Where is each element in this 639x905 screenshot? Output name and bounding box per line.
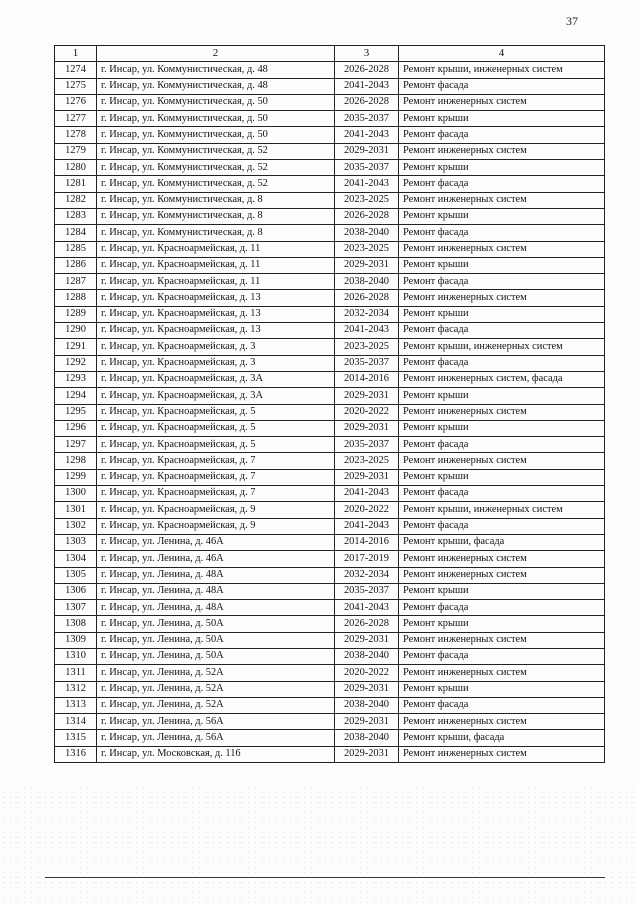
work-type-cell: Ремонт инженерных систем xyxy=(399,404,605,420)
address-cell: г. Инсар, ул. Красноармейская, д. 13 xyxy=(97,323,335,339)
work-type-cell: Ремонт крыши xyxy=(399,208,605,224)
table-header-row xyxy=(55,46,605,62)
row-number-cell: 1278 xyxy=(55,127,97,143)
table-row xyxy=(55,486,605,502)
address-cell: г. Инсар, ул. Ленина, д. 56А xyxy=(97,730,335,746)
work-type-cell: Ремонт инженерных систем xyxy=(399,192,605,208)
row-number-cell: 1309 xyxy=(55,632,97,648)
period-cell: 2026-2028 xyxy=(335,94,399,110)
work-type-cell: Ремонт инженерных систем xyxy=(399,746,605,762)
work-type-cell: Ремонт фасада xyxy=(399,355,605,371)
row-number-cell: 1311 xyxy=(55,665,97,681)
address-cell: г. Инсар, ул. Красноармейская, д. 5 xyxy=(97,420,335,436)
period-cell: 2035-2037 xyxy=(335,111,399,127)
table-row xyxy=(55,62,605,78)
work-type-cell: Ремонт инженерных систем xyxy=(399,290,605,306)
table-row xyxy=(55,502,605,518)
row-number-cell: 1294 xyxy=(55,388,97,404)
period-cell: 2041-2043 xyxy=(335,486,399,502)
address-cell: г. Инсар, ул. Коммунистическая, д. 52 xyxy=(97,160,335,176)
row-number-cell: 1301 xyxy=(55,502,97,518)
row-number-cell: 1303 xyxy=(55,534,97,550)
table-row xyxy=(55,420,605,436)
table-row xyxy=(55,176,605,192)
work-type-cell: Ремонт фасада xyxy=(399,437,605,453)
row-number-cell: 1281 xyxy=(55,176,97,192)
row-number-cell: 1315 xyxy=(55,730,97,746)
address-cell: г. Инсар, ул. Коммунистическая, д. 50 xyxy=(97,94,335,110)
table-row xyxy=(55,241,605,257)
period-cell: 2032-2034 xyxy=(335,306,399,322)
address-cell: г. Инсар, ул. Ленина, д. 50А xyxy=(97,632,335,648)
work-type-cell: Ремонт инженерных систем xyxy=(399,714,605,730)
address-cell: г. Инсар, ул. Красноармейская, д. 7 xyxy=(97,453,335,469)
table-row xyxy=(55,453,605,469)
work-type-cell: Ремонт фасада xyxy=(399,323,605,339)
table-row xyxy=(55,306,605,322)
repair-schedule-table xyxy=(54,45,605,763)
table-row xyxy=(55,225,605,241)
table-row xyxy=(55,404,605,420)
work-type-cell: Ремонт крыши xyxy=(399,388,605,404)
work-type-cell: Ремонт инженерных систем xyxy=(399,665,605,681)
table-row xyxy=(55,143,605,159)
table-row xyxy=(55,127,605,143)
work-type-cell: Ремонт крыши xyxy=(399,257,605,273)
address-cell: г. Инсар, ул. Красноармейская, д. 11 xyxy=(97,257,335,273)
address-cell: г. Инсар, ул. Ленина, д. 46А xyxy=(97,534,335,550)
row-number-cell: 1302 xyxy=(55,518,97,534)
address-cell: г. Инсар, ул. Ленина, д. 48А xyxy=(97,600,335,616)
table-row xyxy=(55,518,605,534)
address-cell: г. Инсар, ул. Коммунистическая, д. 8 xyxy=(97,192,335,208)
address-cell: г. Инсар, ул. Ленина, д. 46А xyxy=(97,551,335,567)
work-type-cell: Ремонт крыши, инженерных систем xyxy=(399,339,605,355)
period-cell: 2023-2025 xyxy=(335,339,399,355)
period-cell: 2023-2025 xyxy=(335,241,399,257)
row-number-cell: 1284 xyxy=(55,225,97,241)
table-row xyxy=(55,616,605,632)
work-type-cell: Ремонт фасада xyxy=(399,648,605,664)
table-row xyxy=(55,355,605,371)
table-row xyxy=(55,388,605,404)
row-number-cell: 1296 xyxy=(55,420,97,436)
column-header: 1 xyxy=(55,46,97,62)
row-number-cell: 1313 xyxy=(55,697,97,713)
work-type-cell: Ремонт крыши, инженерных систем xyxy=(399,502,605,518)
column-header: 4 xyxy=(399,46,605,62)
work-type-cell: Ремонт крыши xyxy=(399,111,605,127)
period-cell: 2041-2043 xyxy=(335,600,399,616)
row-number-cell: 1292 xyxy=(55,355,97,371)
row-number-cell: 1299 xyxy=(55,469,97,485)
table-row xyxy=(55,111,605,127)
address-cell: г. Инсар, ул. Коммунистическая, д. 8 xyxy=(97,208,335,224)
table-row xyxy=(55,94,605,110)
address-cell: г. Инсар, ул. Ленина, д. 50А xyxy=(97,616,335,632)
bottom-rule xyxy=(45,877,605,878)
table-row xyxy=(55,746,605,762)
row-number-cell: 1310 xyxy=(55,648,97,664)
period-cell: 2023-2025 xyxy=(335,453,399,469)
table-row xyxy=(55,469,605,485)
period-cell: 2035-2037 xyxy=(335,583,399,599)
address-cell: г. Инсар, ул. Ленина, д. 56А xyxy=(97,714,335,730)
period-cell: 2029-2031 xyxy=(335,714,399,730)
period-cell: 2038-2040 xyxy=(335,697,399,713)
table-row xyxy=(55,257,605,273)
period-cell: 2026-2028 xyxy=(335,616,399,632)
period-cell: 2041-2043 xyxy=(335,323,399,339)
period-cell: 2029-2031 xyxy=(335,257,399,273)
address-cell: г. Инсар, ул. Красноармейская, д. 3 xyxy=(97,355,335,371)
row-number-cell: 1293 xyxy=(55,371,97,387)
table-row xyxy=(55,697,605,713)
address-cell: г. Инсар, ул. Красноармейская, д. 7 xyxy=(97,469,335,485)
address-cell: г. Инсар, ул. Красноармейская, д. 13 xyxy=(97,306,335,322)
row-number-cell: 1279 xyxy=(55,143,97,159)
work-type-cell: Ремонт крыши xyxy=(399,583,605,599)
column-header: 3 xyxy=(335,46,399,62)
table-row xyxy=(55,551,605,567)
address-cell: г. Инсар, ул. Красноармейская, д. 3А xyxy=(97,371,335,387)
work-type-cell: Ремонт инженерных систем xyxy=(399,567,605,583)
row-number-cell: 1300 xyxy=(55,486,97,502)
period-cell: 2038-2040 xyxy=(335,730,399,746)
period-cell: 2029-2031 xyxy=(335,681,399,697)
address-cell: г. Инсар, ул. Ленина, д. 48А xyxy=(97,583,335,599)
period-cell: 2029-2031 xyxy=(335,632,399,648)
table-row xyxy=(55,371,605,387)
row-number-cell: 1291 xyxy=(55,339,97,355)
address-cell: г. Инсар, ул. Коммунистическая, д. 52 xyxy=(97,176,335,192)
period-cell: 2041-2043 xyxy=(335,518,399,534)
address-cell: г. Инсар, ул. Коммунистическая, д. 50 xyxy=(97,111,335,127)
page-number: 37 xyxy=(566,14,578,28)
table-row xyxy=(55,600,605,616)
period-cell: 2029-2031 xyxy=(335,143,399,159)
period-cell: 2017-2019 xyxy=(335,551,399,567)
period-cell: 2035-2037 xyxy=(335,160,399,176)
row-number-cell: 1297 xyxy=(55,437,97,453)
address-cell: г. Инсар, ул. Ленина, д. 52А xyxy=(97,681,335,697)
period-cell: 2035-2037 xyxy=(335,437,399,453)
table-row xyxy=(55,323,605,339)
row-number-cell: 1314 xyxy=(55,714,97,730)
work-type-cell: Ремонт крыши xyxy=(399,420,605,436)
table-row xyxy=(55,730,605,746)
address-cell: г. Инсар, ул. Красноармейская, д. 9 xyxy=(97,518,335,534)
row-number-cell: 1274 xyxy=(55,62,97,78)
row-number-cell: 1308 xyxy=(55,616,97,632)
row-number-cell: 1305 xyxy=(55,567,97,583)
row-number-cell: 1312 xyxy=(55,681,97,697)
row-number-cell: 1288 xyxy=(55,290,97,306)
work-type-cell: Ремонт инженерных систем xyxy=(399,551,605,567)
row-number-cell: 1286 xyxy=(55,257,97,273)
table-row xyxy=(55,274,605,290)
row-number-cell: 1290 xyxy=(55,323,97,339)
address-cell: г. Инсар, ул. Красноармейская, д. 5 xyxy=(97,437,335,453)
address-cell: г. Инсар, ул. Красноармейская, д. 5 xyxy=(97,404,335,420)
table-row xyxy=(55,339,605,355)
table-row xyxy=(55,665,605,681)
address-cell: г. Инсар, ул. Ленина, д. 48А xyxy=(97,567,335,583)
row-number-cell: 1287 xyxy=(55,274,97,290)
address-cell: г. Инсар, ул. Ленина, д. 50А xyxy=(97,648,335,664)
table-row xyxy=(55,534,605,550)
row-number-cell: 1316 xyxy=(55,746,97,762)
row-number-cell: 1280 xyxy=(55,160,97,176)
work-type-cell: Ремонт фасада xyxy=(399,600,605,616)
period-cell: 2023-2025 xyxy=(335,192,399,208)
row-number-cell: 1307 xyxy=(55,600,97,616)
work-type-cell: Ремонт инженерных систем xyxy=(399,453,605,469)
period-cell: 2014-2016 xyxy=(335,534,399,550)
work-type-cell: Ремонт фасада xyxy=(399,78,605,94)
work-type-cell: Ремонт инженерных систем xyxy=(399,143,605,159)
period-cell: 2041-2043 xyxy=(335,176,399,192)
address-cell: г. Инсар, ул. Красноармейская, д. 9 xyxy=(97,502,335,518)
table-row xyxy=(55,160,605,176)
work-type-cell: Ремонт фасада xyxy=(399,176,605,192)
table-row xyxy=(55,290,605,306)
period-cell: 2020-2022 xyxy=(335,665,399,681)
work-type-cell: Ремонт крыши, фасада xyxy=(399,534,605,550)
work-type-cell: Ремонт крыши xyxy=(399,160,605,176)
work-type-cell: Ремонт крыши, инженерных систем xyxy=(399,62,605,78)
work-type-cell: Ремонт фасада xyxy=(399,697,605,713)
work-type-cell: Ремонт фасада xyxy=(399,127,605,143)
row-number-cell: 1285 xyxy=(55,241,97,257)
work-type-cell: Ремонт фасада xyxy=(399,274,605,290)
period-cell: 2020-2022 xyxy=(335,502,399,518)
period-cell: 2038-2040 xyxy=(335,225,399,241)
period-cell: 2020-2022 xyxy=(335,404,399,420)
period-cell: 2035-2037 xyxy=(335,355,399,371)
table-row xyxy=(55,632,605,648)
period-cell: 2041-2043 xyxy=(335,78,399,94)
address-cell: г. Инсар, ул. Ленина, д. 52А xyxy=(97,665,335,681)
row-number-cell: 1298 xyxy=(55,453,97,469)
address-cell: г. Инсар, ул. Коммунистическая, д. 50 xyxy=(97,127,335,143)
work-type-cell: Ремонт фасада xyxy=(399,518,605,534)
address-cell: г. Инсар, ул. Красноармейская, д. 11 xyxy=(97,241,335,257)
period-cell: 2029-2031 xyxy=(335,420,399,436)
work-type-cell: Ремонт инженерных систем xyxy=(399,241,605,257)
work-type-cell: Ремонт инженерных систем xyxy=(399,94,605,110)
row-number-cell: 1295 xyxy=(55,404,97,420)
period-cell: 2014-2016 xyxy=(335,371,399,387)
work-type-cell: Ремонт крыши, фасада xyxy=(399,730,605,746)
work-type-cell: Ремонт крыши xyxy=(399,306,605,322)
address-cell: г. Инсар, ул. Коммунистическая, д. 48 xyxy=(97,62,335,78)
address-cell: г. Инсар, ул. Коммунистическая, д. 52 xyxy=(97,143,335,159)
table-row xyxy=(55,648,605,664)
period-cell: 2026-2028 xyxy=(335,208,399,224)
scan-noise xyxy=(0,785,639,905)
work-type-cell: Ремонт крыши xyxy=(399,616,605,632)
period-cell: 2026-2028 xyxy=(335,62,399,78)
row-number-cell: 1304 xyxy=(55,551,97,567)
address-cell: г. Инсар, ул. Красноармейская, д. 7 xyxy=(97,486,335,502)
row-number-cell: 1275 xyxy=(55,78,97,94)
period-cell: 2026-2028 xyxy=(335,290,399,306)
row-number-cell: 1277 xyxy=(55,111,97,127)
address-cell: г. Инсар, ул. Красноармейская, д. 3А xyxy=(97,388,335,404)
row-number-cell: 1306 xyxy=(55,583,97,599)
address-cell: г. Инсар, ул. Коммунистическая, д. 8 xyxy=(97,225,335,241)
column-header: 2 xyxy=(97,46,335,62)
work-type-cell: Ремонт инженерных систем xyxy=(399,632,605,648)
table-row xyxy=(55,192,605,208)
period-cell: 2038-2040 xyxy=(335,274,399,290)
period-cell: 2032-2034 xyxy=(335,567,399,583)
row-number-cell: 1289 xyxy=(55,306,97,322)
table-row xyxy=(55,567,605,583)
address-cell: г. Инсар, ул. Красноармейская, д. 3 xyxy=(97,339,335,355)
table-row xyxy=(55,208,605,224)
address-cell: г. Инсар, ул. Красноармейская, д. 11 xyxy=(97,274,335,290)
period-cell: 2029-2031 xyxy=(335,388,399,404)
work-type-cell: Ремонт инженерных систем, фасада xyxy=(399,371,605,387)
work-type-cell: Ремонт фасада xyxy=(399,225,605,241)
address-cell: г. Инсар, ул. Московская, д. 116 xyxy=(97,746,335,762)
table-row xyxy=(55,681,605,697)
table-row xyxy=(55,437,605,453)
work-type-cell: Ремонт крыши xyxy=(399,681,605,697)
work-type-cell: Ремонт фасада xyxy=(399,486,605,502)
period-cell: 2029-2031 xyxy=(335,746,399,762)
period-cell: 2041-2043 xyxy=(335,127,399,143)
table-row xyxy=(55,714,605,730)
table-row xyxy=(55,583,605,599)
address-cell: г. Инсар, ул. Ленина, д. 52А xyxy=(97,697,335,713)
address-cell: г. Инсар, ул. Красноармейская, д. 13 xyxy=(97,290,335,306)
table-row xyxy=(55,78,605,94)
row-number-cell: 1282 xyxy=(55,192,97,208)
row-number-cell: 1283 xyxy=(55,208,97,224)
row-number-cell: 1276 xyxy=(55,94,97,110)
period-cell: 2038-2040 xyxy=(335,648,399,664)
address-cell: г. Инсар, ул. Коммунистическая, д. 48 xyxy=(97,78,335,94)
period-cell: 2029-2031 xyxy=(335,469,399,485)
work-type-cell: Ремонт крыши xyxy=(399,469,605,485)
